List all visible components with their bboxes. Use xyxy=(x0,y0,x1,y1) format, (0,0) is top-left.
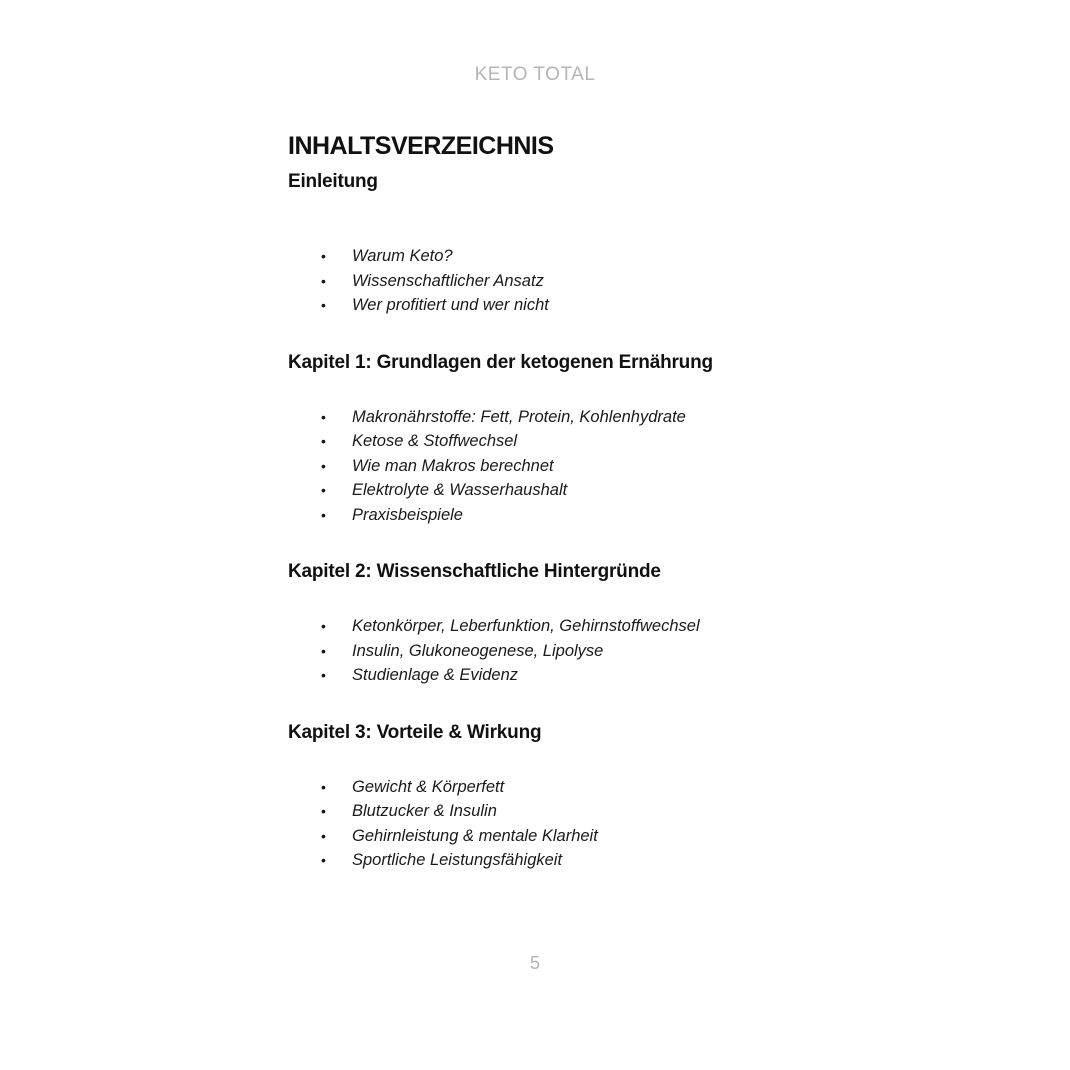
bullet-icon: • xyxy=(321,642,326,659)
bullet-icon: • xyxy=(321,506,326,523)
bullet-icon: • xyxy=(321,827,326,844)
bullet-icon: • xyxy=(321,457,326,474)
toc-section xyxy=(288,718,758,873)
page-number: 5 xyxy=(529,953,540,973)
bullet-icon: • xyxy=(321,433,326,449)
toc-list-item xyxy=(288,405,758,430)
section-heading: Kapitel 3: Vorteile & Wirkung xyxy=(288,721,542,743)
section-list xyxy=(288,244,758,318)
bullet-icon: • xyxy=(321,803,326,819)
toc-list-item xyxy=(288,799,758,824)
bullet-icon: • xyxy=(321,297,326,313)
bullet-icon: • xyxy=(321,778,326,795)
toc-item-text: Wie man Makros berechnet xyxy=(352,456,554,475)
toc-sections xyxy=(288,167,758,873)
toc-section xyxy=(288,167,758,318)
toc-list-item xyxy=(288,454,758,479)
toc-item-text: Ketose & Stoffwechsel xyxy=(352,432,518,450)
toc-item-text: Blutzucker & Insulin xyxy=(352,802,497,820)
section-list xyxy=(288,614,758,688)
toc-item-text: Gehirnleistung & mentale Klarheit xyxy=(352,826,598,845)
toc-list-item xyxy=(288,478,758,503)
toc-section xyxy=(288,348,758,528)
toc-content xyxy=(288,131,758,873)
section-heading: Kapitel 2: Wissenschaftliche Hintergründe xyxy=(288,561,661,582)
section-list xyxy=(288,405,758,528)
bullet-icon: • xyxy=(321,618,326,634)
toc-list-item xyxy=(288,824,758,849)
toc-list-item xyxy=(288,775,758,800)
toc-list-item xyxy=(288,848,758,873)
toc-item-text: Makronährstoffe: Fett, Protein, Kohlenhydrate xyxy=(352,407,686,426)
toc-list-item xyxy=(288,663,758,688)
bullet-icon: • xyxy=(321,852,326,868)
section-list xyxy=(288,775,758,873)
toc-list-item xyxy=(288,429,758,454)
toc-item-text: Sportliche Leistungsfähigkeit xyxy=(352,851,563,869)
toc-list-item xyxy=(288,639,758,664)
bullet-icon: • xyxy=(321,248,326,264)
toc-list-item xyxy=(288,503,758,528)
section-heading: Einleitung xyxy=(288,171,378,192)
toc-item-text: Wer profitiert und wer nicht xyxy=(352,296,549,314)
page-title: INHALTSVERZEICHNIS xyxy=(288,132,554,160)
bullet-icon: • xyxy=(321,482,326,498)
bullet-icon: • xyxy=(321,667,326,683)
toc-list-item xyxy=(288,269,758,294)
toc-item-text: Elektrolyte & Wasserhaushalt xyxy=(352,481,568,499)
toc-item-text: Ketonkörper, Leberfunktion, Gehirnstoffwechsel xyxy=(352,617,700,635)
toc-item-text: Wissenschaftlicher Ansatz xyxy=(352,271,544,290)
section-heading: Kapitel 1: Grundlagen der ketogenen Ernährung xyxy=(288,351,713,373)
toc-list-item xyxy=(288,293,758,318)
toc-item-text: Gewicht & Körperfett xyxy=(352,777,505,796)
toc-item-text: Warum Keto? xyxy=(352,247,453,265)
toc-item-text: Praxisbeispiele xyxy=(352,505,463,524)
bullet-icon: • xyxy=(321,408,326,425)
toc-item-text: Insulin, Glukoneogenese, Lipolyse xyxy=(352,641,604,660)
bullet-icon: • xyxy=(321,272,326,289)
toc-list-item xyxy=(288,244,758,269)
toc-item-text: Studienlage & Evidenz xyxy=(352,666,519,684)
toc-section xyxy=(288,557,758,688)
toc-list-item xyxy=(288,614,758,639)
running-header: KETO TOTAL xyxy=(474,64,596,85)
